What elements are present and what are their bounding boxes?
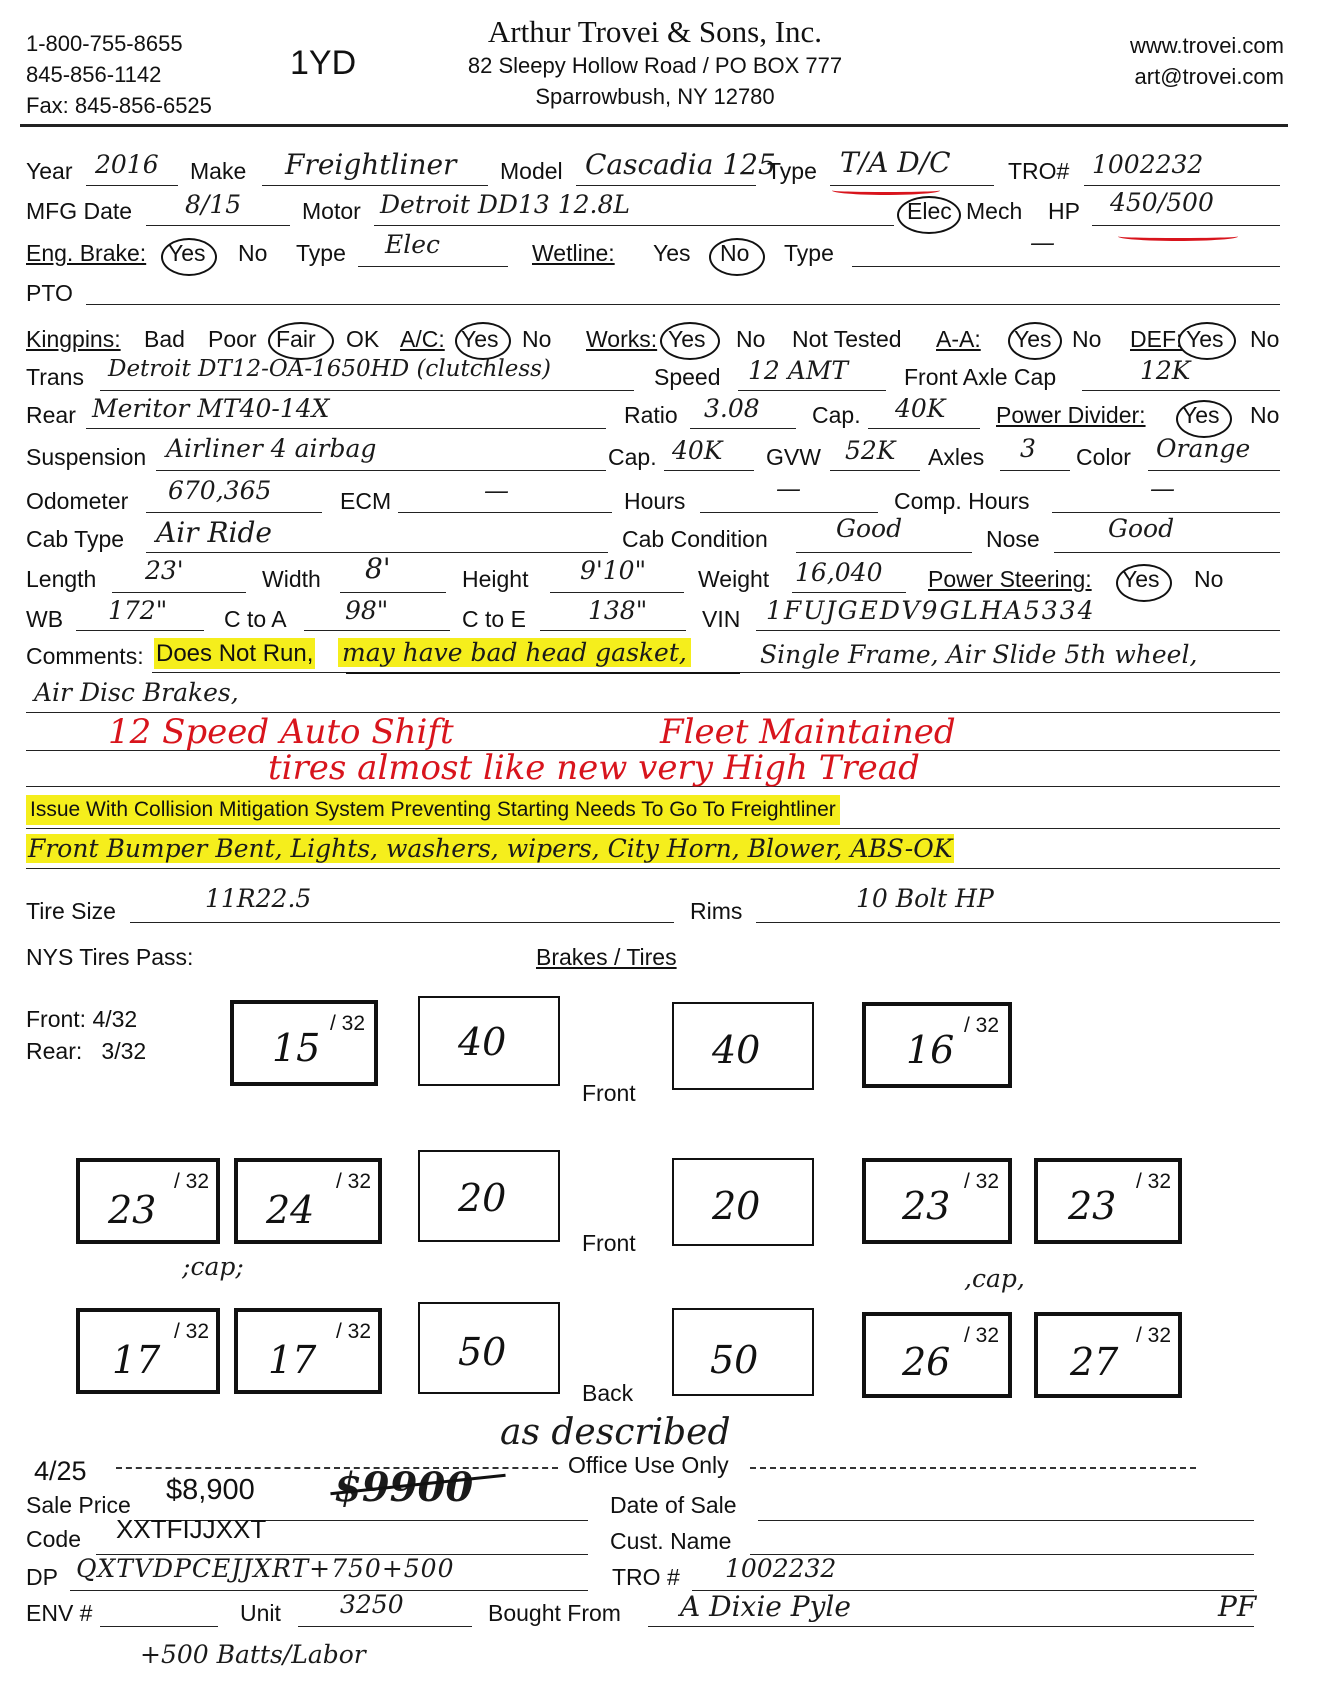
rear-value[interactable]: Meritor MT40-14X xyxy=(92,394,330,423)
brake-box-r2-left[interactable]: 20 xyxy=(418,1150,560,1242)
power-steering-yes[interactable]: Yes xyxy=(1122,566,1160,592)
ratio-value[interactable]: 3.08 xyxy=(704,394,760,423)
unit-label: Unit xyxy=(240,1600,281,1626)
height-value[interactable]: 9'10" xyxy=(580,556,647,585)
eng-brake-type-label: Type xyxy=(296,240,346,266)
gvw-label: GVW xyxy=(766,444,821,470)
comment-does-not-run: Does Not Run, xyxy=(156,640,314,667)
rims-value[interactable]: 10 Bolt HP xyxy=(856,884,994,913)
odometer-value[interactable]: 670,365 xyxy=(168,476,272,505)
cab-type-value[interactable]: Air Ride xyxy=(156,516,272,549)
phone-2: 845-856-1142 xyxy=(26,62,162,87)
ac-label: A/C: xyxy=(400,326,445,352)
wetline-no[interactable]: No xyxy=(720,240,750,266)
brake-box-r2-right[interactable]: 20 xyxy=(672,1158,814,1246)
axles-value[interactable]: 3 xyxy=(1020,434,1036,463)
eng-brake-yes[interactable]: Yes xyxy=(168,240,206,266)
eng-brake-no[interactable]: No xyxy=(238,240,268,266)
crossed-price: $9900 xyxy=(334,1464,474,1511)
front-spec: Front: 4/32 xyxy=(26,1006,138,1032)
comp-hours-value[interactable]: — xyxy=(1150,474,1175,503)
year-value[interactable]: 2016 xyxy=(95,150,159,179)
c-to-e-label: C to E xyxy=(462,606,526,632)
type-red-underline xyxy=(832,186,940,195)
rear-cap-label: Cap. xyxy=(812,402,861,428)
phone-numbers xyxy=(26,28,212,121)
motor-value[interactable]: Detroit DD13 12.8L xyxy=(380,190,630,219)
comment-auto-shift: 12 Speed Auto Shift xyxy=(108,712,454,752)
fax-number: Fax: 845-856-6525 xyxy=(26,93,212,118)
env-label: ENV # xyxy=(26,1600,93,1626)
type-label: Type xyxy=(767,158,817,184)
speed-label: Speed xyxy=(654,364,721,390)
company-block xyxy=(450,14,860,112)
year-label: Year xyxy=(26,158,73,184)
suspension-label: Suspension xyxy=(26,444,147,470)
wetline-yes[interactable]: Yes xyxy=(653,240,691,266)
tire-size-value[interactable]: 11R22.5 xyxy=(205,884,312,913)
power-divider-label: Power Divider: xyxy=(996,402,1146,428)
c-to-a-label: C to A xyxy=(224,606,287,632)
brake-box-r1-left[interactable]: 40 xyxy=(418,996,560,1086)
head-gasket-underline xyxy=(346,672,740,674)
cab-condition-value[interactable]: Good xyxy=(836,514,903,543)
power-divider-no[interactable]: No xyxy=(1250,402,1280,428)
cap-note-left: ;cap; xyxy=(182,1252,244,1281)
company-address-2: Sparrowbush, NY 12780 xyxy=(535,84,775,109)
comment-fleet-maintained: Fleet Maintained xyxy=(660,712,956,752)
cab-type-label: Cab Type xyxy=(26,526,125,552)
tire-box-r3-3[interactable]: 26 / 32 xyxy=(862,1312,1012,1398)
works-yes[interactable]: Yes xyxy=(668,326,706,352)
rear-cap-value[interactable]: 40K xyxy=(895,394,946,423)
comment-brakes: Air Disc Brakes, xyxy=(34,678,239,707)
rims-label: Rims xyxy=(690,898,743,924)
kingpins-ok[interactable]: OK xyxy=(346,326,380,352)
phone-1: 1-800-755-8655 xyxy=(26,31,183,56)
type-value[interactable]: T/A D/C xyxy=(840,146,951,179)
trans-value[interactable]: Detroit DT12-OA-1650HD (clutchless) xyxy=(108,356,551,382)
date-of-sale-label: Date of Sale xyxy=(610,1492,737,1518)
tro-office-label: TRO # xyxy=(612,1564,680,1590)
works-not-tested[interactable]: Not Tested xyxy=(792,326,902,352)
initials: PF xyxy=(1218,1590,1257,1623)
comment-head-gasket: may have bad head gasket, xyxy=(338,638,691,667)
mfg-date-value[interactable]: 8/15 xyxy=(185,190,242,219)
wetline-type-value[interactable]: — xyxy=(1030,228,1055,257)
color-value[interactable]: Orange xyxy=(1156,434,1251,463)
comments-label: Comments: xyxy=(26,643,144,669)
motor-label: Motor xyxy=(302,198,361,224)
nys-tires-label: NYS Tires Pass: xyxy=(26,944,194,970)
company-address-1: 82 Sleepy Hollow Road / PO BOX 777 xyxy=(467,53,843,78)
width-label: Width xyxy=(262,566,321,592)
company-name: Arthur Trovei & Sons, Inc. xyxy=(487,14,823,49)
brake-box-r3-right[interactable]: 50 xyxy=(672,1308,814,1396)
header-divider xyxy=(20,124,1288,127)
tire-box-r1-2[interactable]: 16 / 32 xyxy=(862,1002,1012,1088)
length-value[interactable]: 23' xyxy=(145,556,184,585)
brake-box-r1-right[interactable]: 40 xyxy=(672,1002,814,1090)
tire-size-label: Tire Size xyxy=(26,898,116,924)
hp-red-underline xyxy=(1118,232,1238,241)
works-no[interactable]: No xyxy=(736,326,766,352)
cust-name-label: Cust. Name xyxy=(610,1528,732,1554)
brakes-tires-label: Brakes / Tires xyxy=(536,944,677,970)
bought-from-label: Bought From xyxy=(488,1600,621,1626)
weight-value[interactable]: 16,040 xyxy=(795,558,883,587)
unit-value[interactable]: 3250 xyxy=(340,1590,404,1619)
tire-box-r3-4[interactable]: 27 / 32 xyxy=(1034,1312,1182,1398)
sale-price-value[interactable]: $8,900 xyxy=(166,1474,255,1506)
date-note: 4/25 xyxy=(34,1456,87,1486)
front-axle-cap-value[interactable]: 12K xyxy=(1140,356,1191,385)
height-label: Height xyxy=(462,566,529,592)
ac-no[interactable]: No xyxy=(522,326,552,352)
def-no[interactable]: No xyxy=(1250,326,1280,352)
comp-hours-label: Comp. Hours xyxy=(894,488,1030,514)
tro-value[interactable]: 1002232 xyxy=(1092,150,1204,179)
length-label: Length xyxy=(26,566,97,592)
contact-block xyxy=(1130,30,1284,92)
dp-value[interactable]: QXTVDPCEJJXRT+750+500 xyxy=(76,1554,455,1583)
trans-label: Trans xyxy=(26,364,84,390)
tire-box-r2-1[interactable]: 23 / 32 xyxy=(76,1158,220,1244)
aa-label: A-A: xyxy=(936,326,981,352)
hours-value[interactable]: — xyxy=(776,474,801,503)
batts-labor-note: +500 Batts/Labor xyxy=(140,1640,366,1669)
comment-front-bumper: Front Bumper Bent, Lights, washers, wipers, City Horn, Blower, ABS-OK xyxy=(28,834,953,863)
hp-label: HP xyxy=(1048,198,1080,224)
cap-note-right: ,cap, xyxy=(964,1264,1025,1293)
ecm-value[interactable]: — xyxy=(484,476,509,505)
model-label: Model xyxy=(500,158,563,184)
comment-tires: tires almost like new very High Tread xyxy=(268,748,920,788)
mfg-date-label: MFG Date xyxy=(26,198,133,224)
def-yes[interactable]: Yes xyxy=(1186,326,1224,352)
eng-brake-label: Eng. Brake: xyxy=(26,240,147,266)
model-value[interactable]: Cascadia 125 xyxy=(585,148,776,181)
front-label-1: Front xyxy=(582,1080,636,1106)
width-value[interactable]: 8' xyxy=(365,552,391,585)
tire-box-r2-3[interactable]: 23 / 32 xyxy=(862,1158,1012,1244)
nose-value[interactable]: Good xyxy=(1108,514,1175,543)
rear-label: Rear xyxy=(26,402,76,428)
speed-value[interactable]: 12 AMT xyxy=(748,356,849,385)
c-to-e-value[interactable]: 138" xyxy=(588,596,648,625)
tire-box-r3-1[interactable]: 17 / 32 xyxy=(76,1308,220,1394)
ac-yes[interactable]: Yes xyxy=(461,326,499,352)
power-steering-label: Power Steering: xyxy=(928,566,1092,592)
power-divider-yes[interactable]: Yes xyxy=(1182,402,1220,428)
suspension-cap-value[interactable]: 40K xyxy=(672,436,723,465)
kingpins-bad[interactable]: Bad xyxy=(144,326,185,352)
tire-box-r3-2[interactable]: 17 / 32 xyxy=(234,1308,382,1394)
website-link[interactable]: www.trovei.com xyxy=(1129,33,1284,58)
eng-brake-type-value[interactable]: Elec xyxy=(385,230,441,259)
ecm-label: ECM xyxy=(340,488,392,514)
tire-box-r1-1[interactable]: 15 / 32 xyxy=(230,1000,378,1086)
vin-label: VIN xyxy=(702,606,741,632)
make-label: Make xyxy=(190,158,247,184)
wetline-label: Wetline: xyxy=(532,240,615,266)
suspension-cap-label: Cap. xyxy=(608,444,657,470)
sale-price-label: Sale Price xyxy=(26,1492,131,1518)
kingpins-poor[interactable]: Poor xyxy=(208,326,257,352)
color-label: Color xyxy=(1076,444,1131,470)
axles-label: Axles xyxy=(928,444,985,470)
wb-label: WB xyxy=(26,606,64,632)
wetline-type-label: Type xyxy=(784,240,834,266)
code-label: Code xyxy=(26,1526,81,1552)
nose-label: Nose xyxy=(986,526,1040,552)
c-to-a-value[interactable]: 98" xyxy=(345,596,389,625)
hours-label: Hours xyxy=(624,488,686,514)
suspension-value[interactable]: Airliner 4 airbag xyxy=(166,434,377,463)
front-axle-cap-label: Front Axle Cap xyxy=(904,364,1057,390)
power-steering-no[interactable]: No xyxy=(1194,566,1224,592)
vin-value[interactable]: 1FUJGEDV9GLHA5334 xyxy=(766,596,1096,625)
works-label: Works: xyxy=(586,326,658,352)
hp-value[interactable]: 450/500 xyxy=(1110,188,1214,217)
aa-no[interactable]: No xyxy=(1072,326,1102,352)
def-label: DEF: xyxy=(1130,326,1183,352)
tire-box-r2-2[interactable]: 24 / 32 xyxy=(234,1158,382,1244)
code-value[interactable]: XXTFIJJXXT xyxy=(116,1514,267,1544)
bought-from-value[interactable]: A Dixie Pyle xyxy=(680,1590,851,1623)
aa-yes[interactable]: Yes xyxy=(1014,326,1052,352)
tro-office-value[interactable]: 1002232 xyxy=(725,1554,837,1583)
office-use-label: Office Use Only xyxy=(568,1452,729,1478)
brake-box-r3-left[interactable]: 50 xyxy=(418,1302,560,1394)
make-value[interactable]: Freightliner xyxy=(285,148,457,181)
email-link[interactable]: art@trovei.com xyxy=(1134,64,1284,89)
cab-condition-label: Cab Condition xyxy=(622,526,768,552)
pto-label: PTO xyxy=(26,280,73,306)
dp-label: DP xyxy=(26,1564,58,1590)
as-described-note: as described xyxy=(500,1412,731,1453)
elec-option[interactable]: Elec xyxy=(907,198,952,224)
kingpins-label: Kingpins: xyxy=(26,326,121,352)
mech-option[interactable]: Mech xyxy=(966,198,1023,224)
weight-label: Weight xyxy=(698,566,770,592)
tro-label: TRO# xyxy=(1008,158,1070,184)
gvw-value[interactable]: 52K xyxy=(845,436,896,465)
wb-value[interactable]: 172" xyxy=(108,596,168,625)
comment-collision-issue: Issue With Collision Mitigation System Preventing Starting Needs To Go To Freightliner xyxy=(26,795,840,825)
rear-spec: Rear: 3/32 xyxy=(26,1038,147,1064)
odometer-label: Odometer xyxy=(26,488,129,514)
code-tag: 1YD xyxy=(290,44,357,82)
comment-frame: Single Frame, Air Slide 5th wheel, xyxy=(760,640,1198,669)
ratio-label: Ratio xyxy=(624,402,678,428)
kingpins-fair[interactable]: Fair xyxy=(276,326,316,352)
back-label: Back xyxy=(582,1380,634,1406)
front-label-2: Front xyxy=(582,1230,636,1256)
tire-box-r2-4[interactable]: 23 / 32 xyxy=(1034,1158,1182,1244)
